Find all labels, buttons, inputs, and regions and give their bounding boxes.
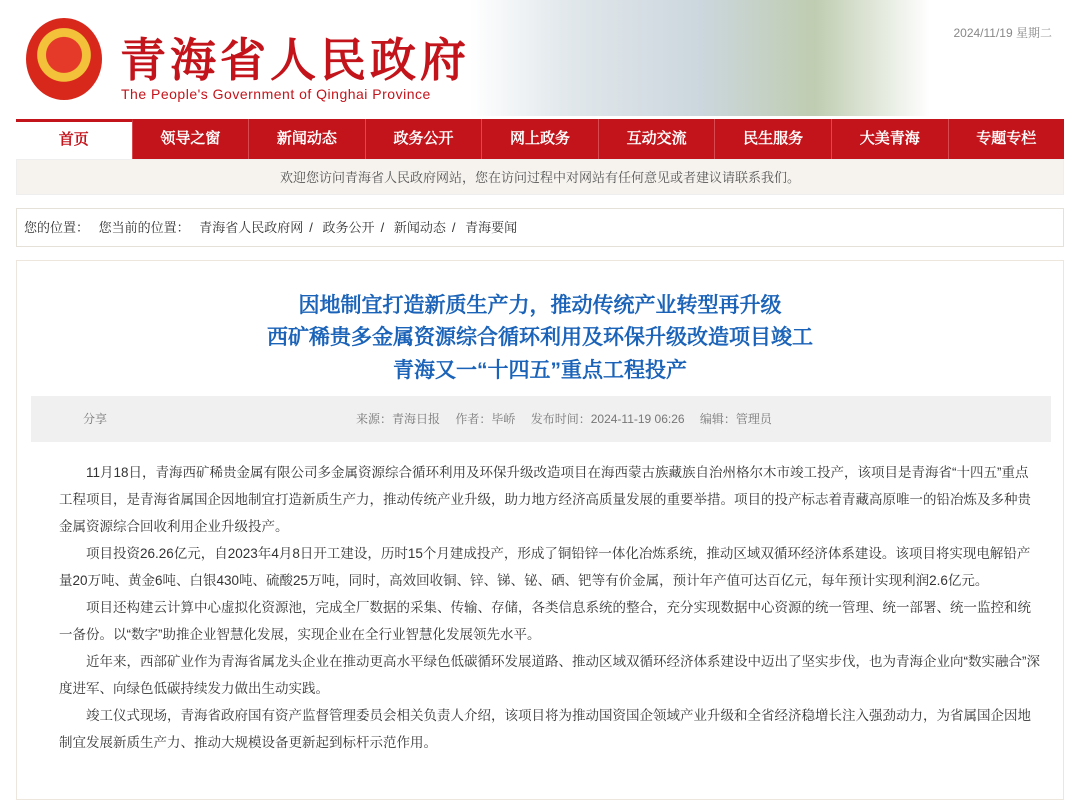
article-published: 发布时间：2024-11-19 06:26 xyxy=(530,412,685,426)
nav-beautiful-qinghai[interactable]: 大美青海 xyxy=(832,119,949,159)
article-body xyxy=(59,459,1041,756)
nav-interaction[interactable]: 互动交流 xyxy=(599,119,716,159)
article-paragraph: 项目还构建云计算中心虚拟化资源池，完成全厂数据的采集、传输、存储，各类信息系统的整合，充分实现数据中心资源的统一管理、统一部署、统一监控和统一备份。以“数字”助推企业智慧化发展，实现企业在全行业智慧化发展领先水平。 xyxy=(59,600,1031,642)
article-meta-bar xyxy=(31,396,1051,442)
nav-leaders[interactable]: 领导之窗 xyxy=(133,119,250,159)
site-logo-subtitle: The People's Government of Qinghai Province xyxy=(121,86,431,102)
article-editor: 编辑：管理员 xyxy=(699,412,772,426)
article-paragraph: 竣工仪式现场，青海省政府国有资产监督管理委员会相关负责人介绍，该项目将为推动国资国企领域产业升级和全省经济稳增长注入强劲动力，为省属国企因地制宜发展新质生产力、推动大规模设备更新起到标杆示范作用。 xyxy=(59,708,1031,750)
nav-special-topics[interactable]: 专题专栏 xyxy=(976,130,1037,147)
nav-news[interactable]: 新闻动态 xyxy=(249,119,366,159)
site-header xyxy=(0,0,1080,116)
breadcrumb-label: 您的位置： xyxy=(24,220,90,235)
breadcrumb-item-qinghai-news[interactable]: 青海要闻 xyxy=(465,220,518,235)
article-title-line-2: 西矿稀贵多金属资源综合循环利用及环保升级改造项目竣工 xyxy=(267,326,813,349)
article-title-line-1: 因地制宜打造新质生产力，推动传统产业转型再升级 xyxy=(298,294,782,317)
nav-home[interactable]: 首页 xyxy=(16,119,133,159)
nav-livelihood[interactable]: 民生服务 xyxy=(715,119,832,159)
national-emblem-icon xyxy=(26,18,102,100)
main-nav xyxy=(16,119,1064,159)
breadcrumb-separator: / xyxy=(309,220,313,235)
site-logo-title[interactable]: 青海省人民政府 xyxy=(120,33,470,87)
breadcrumb-separator: / xyxy=(380,220,385,235)
breadcrumb-item-home[interactable]: 青海省人民政府网 xyxy=(199,220,304,235)
article-paragraph: 项目投资26.26亿元，自2023年4月8日开工建设，历时15个月建成投产，形成了铜铅锌一体化冶炼系统，推动区域双循环经济体系建设。该项目将实现电解铅产量20万吨、黄金6吨、白银430吨、硫酸25万吨，同时，高效回收铜、锌、锑、铋、硒、钯等有价金属，预计年产值可达百亿元，每年预计实现利润2.6亿元。 xyxy=(59,546,1031,588)
breadcrumb-separator: / xyxy=(451,220,456,235)
breadcrumb-current-label: 您当前的位置： xyxy=(98,220,190,235)
share-button[interactable]: 分享 xyxy=(83,412,108,426)
article-paragraph: 11月18日，青海西矿稀贵金属有限公司多金属资源综合循环利用及环保升级改造项目在海西蒙古族藏族自治州格尔木市竣工投产，该项目是青海省“十四五”重点工程项目，是青海省属国企因地制宜打造新质生产力，推动传统产业升级，助力地方经济高质量发展的重要举措。项目的投产标志着青藏高原唯一的铅冶炼及多种贵金属资源综合回收利用企业升级投产。 xyxy=(59,465,1031,534)
article-source: 来源：青海日报 xyxy=(356,412,441,426)
breadcrumb xyxy=(16,208,1064,247)
breadcrumb-item-news[interactable]: 新闻动态 xyxy=(393,220,446,235)
current-date: 2024/11/19 星期二 xyxy=(953,26,1052,40)
welcome-bar: 欢迎您访问青海省人民政府网站，您在访问过程中对网站有任何意见或者建议请联系我们。 xyxy=(16,159,1064,195)
city-banner-image xyxy=(470,0,930,116)
nav-gov-affairs[interactable]: 政务公开 xyxy=(366,119,483,159)
article-paragraph: 近年来，西部矿业作为青海省属龙头企业在推动更高水平绿色低碳循环发展道路、推动区域双循环经济体系建设中迈出了坚实步伐，也为青海企业向“数实融合”深度进军、向绿色低碳持续发力做出生动实践。 xyxy=(59,654,1040,696)
article-title-line-3: 青海又一“十四五”重点工程投产 xyxy=(393,359,687,382)
breadcrumb-item-gov-affairs[interactable]: 政务公开 xyxy=(322,220,375,235)
nav-online-services[interactable]: 网上政务 xyxy=(482,119,599,159)
article-author: 作者：毕峤 xyxy=(455,412,516,426)
article xyxy=(16,260,1064,800)
